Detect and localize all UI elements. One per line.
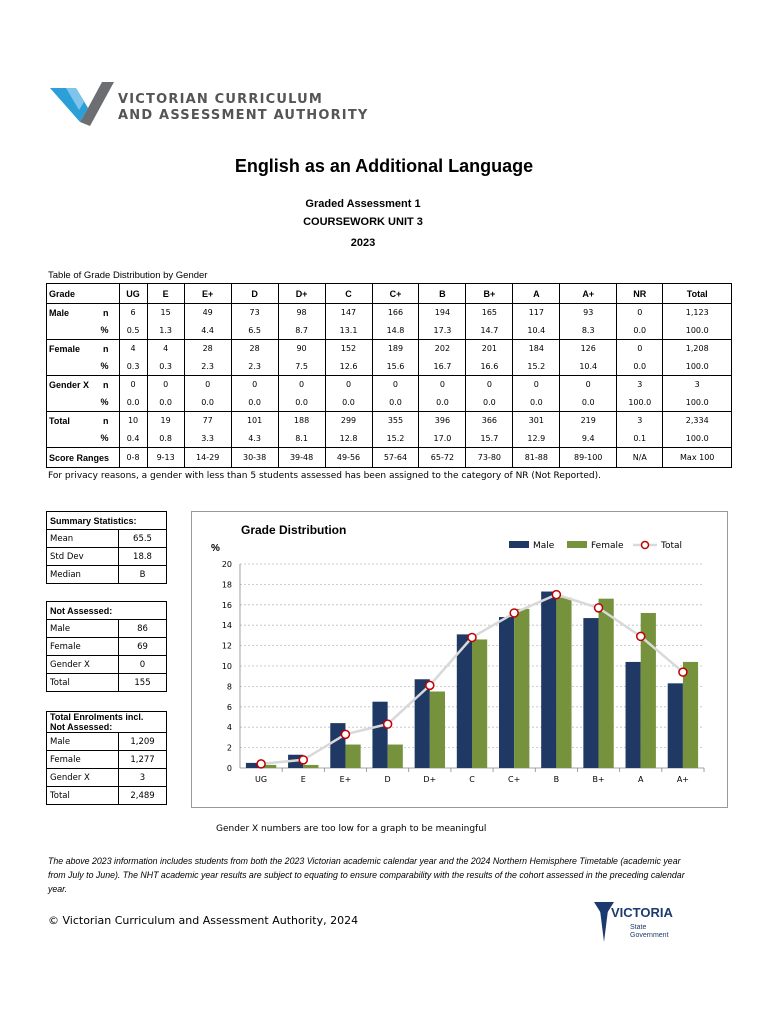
column-header: NR — [617, 284, 663, 304]
table-cell: 100.0 — [617, 394, 663, 412]
total-point — [510, 609, 518, 617]
table-row — [47, 548, 167, 566]
row-value: 1,209 — [119, 733, 167, 751]
table-cell: 8.7 — [278, 322, 325, 340]
table-cell: 15.6 — [372, 358, 419, 376]
total-point — [552, 591, 560, 599]
column-header: E+ — [184, 284, 231, 304]
table-cell: 189 — [372, 340, 419, 358]
total-point — [426, 681, 434, 689]
table-cell: 10.4 — [560, 358, 617, 376]
table-cell: 9.4 — [560, 430, 617, 448]
y-axis-label: % — [211, 543, 220, 554]
table-cell: 12.6 — [325, 358, 372, 376]
table-cell: 0.4 — [119, 430, 147, 448]
table-cell: 93 — [560, 304, 617, 322]
victoria-logo-government: Government — [630, 932, 669, 939]
table-cell: 77 — [184, 412, 231, 430]
bar-male — [330, 723, 345, 768]
table-cell: 201 — [466, 340, 513, 358]
table-cell: 4.4 — [184, 322, 231, 340]
table-cell: 0 — [325, 376, 372, 394]
table-cell: 7.5 — [278, 358, 325, 376]
table-row — [47, 376, 732, 394]
table-cell: 13.1 — [325, 322, 372, 340]
y-tick-label: 14 — [221, 621, 232, 631]
table-cell: 28 — [184, 340, 231, 358]
row-value: 0 — [119, 656, 167, 674]
privacy-note: For privacy reasons, a gender with less than 5 students assessed has been assigned to the category of NR (Not Reported). — [48, 471, 602, 481]
unit-label: n — [101, 304, 120, 322]
stat-value: 18.8 — [119, 548, 167, 566]
x-tick-label: B — [553, 775, 560, 784]
total-point — [679, 668, 687, 676]
table-cell: 2,334 — [663, 412, 732, 430]
table-cell: 194 — [419, 304, 466, 322]
legend-label-total: Total — [661, 541, 683, 551]
table-cell: 0.3 — [147, 358, 184, 376]
table-cell: 0.8 — [147, 430, 184, 448]
table-cell: 100.0 — [663, 322, 732, 340]
column-header: E — [147, 284, 184, 304]
total-point — [299, 756, 307, 764]
score-range-cell: 89-100 — [560, 448, 617, 468]
row-value: 2,489 — [119, 787, 167, 805]
bar-female — [345, 745, 360, 768]
table-cell: 14.7 — [466, 322, 513, 340]
table-cell: 0 — [513, 376, 560, 394]
table-cell: 19 — [147, 412, 184, 430]
stat-label: Median — [47, 566, 119, 584]
y-tick-label: 2 — [226, 743, 232, 753]
table-cell: 0.0 — [560, 394, 617, 412]
table-cell: 100.0 — [663, 358, 732, 376]
legend-label-male: Male — [533, 541, 555, 551]
table-cell: 0.0 — [119, 394, 147, 412]
table-cell: 17.0 — [419, 430, 466, 448]
table-cell: 0.0 — [231, 394, 278, 412]
table-cell: 0 — [184, 376, 231, 394]
score-range-cell: 73-80 — [466, 448, 513, 468]
table-cell: 0 — [231, 376, 278, 394]
table-cell: 4 — [119, 340, 147, 358]
victoria-logo-word: VICTORIA — [611, 905, 673, 920]
total-point — [257, 760, 265, 768]
group-label: Total — [47, 412, 101, 430]
table-cell: 0.0 — [325, 394, 372, 412]
table-cell: 0.5 — [119, 322, 147, 340]
table-cell: 4 — [147, 340, 184, 358]
group-label — [47, 394, 101, 412]
table-cell: 0.0 — [617, 358, 663, 376]
table-cell: 0.1 — [617, 430, 663, 448]
score-range-cell: 49-56 — [325, 448, 372, 468]
score-range-cell: 81-88 — [513, 448, 560, 468]
group-label: Male — [47, 304, 101, 322]
table-cell: 17.3 — [419, 322, 466, 340]
unit-label: n — [101, 412, 120, 430]
legend-swatch-male — [509, 541, 529, 548]
table-row — [47, 769, 167, 787]
bar-female — [430, 692, 445, 769]
column-header: B — [419, 284, 466, 304]
row-value: 155 — [119, 674, 167, 692]
unit-label: % — [101, 394, 120, 412]
unit-name: COURSEWORK UNIT 3 — [303, 216, 423, 228]
table-cell: 3 — [617, 412, 663, 430]
table-row — [47, 674, 167, 692]
table-row — [47, 530, 167, 548]
table-row — [47, 733, 167, 751]
table-cell: 8.3 — [560, 322, 617, 340]
column-header: C+ — [372, 284, 419, 304]
table-cell: 15 — [147, 304, 184, 322]
row-label: Gender X — [47, 769, 119, 787]
table-cell: 12.8 — [325, 430, 372, 448]
x-tick-label: A — [637, 775, 644, 784]
x-tick-label: B+ — [592, 775, 605, 784]
row-label: Gender X — [47, 656, 119, 674]
table-row — [47, 304, 732, 322]
table-cell: 12.9 — [513, 430, 560, 448]
table-cell: 0 — [147, 376, 184, 394]
table-cell: 0.0 — [617, 322, 663, 340]
table-cell: 10.4 — [513, 322, 560, 340]
x-tick-label: D+ — [423, 775, 437, 784]
total-point — [595, 604, 603, 612]
total-enrolments-table — [46, 711, 167, 805]
table-cell: 1,123 — [663, 304, 732, 322]
table-row — [47, 566, 167, 584]
bar-female — [514, 609, 529, 768]
unit-label: n — [101, 376, 120, 394]
group-label — [47, 430, 101, 448]
table-cell: 0.0 — [184, 394, 231, 412]
row-value: 3 — [119, 769, 167, 787]
score-ranges-label: Score Ranges — [47, 448, 120, 468]
table-cell: 301 — [513, 412, 560, 430]
column-header: D — [231, 284, 278, 304]
x-tick-label: E+ — [339, 775, 352, 784]
grade-distribution-chart — [191, 511, 728, 808]
stat-label: Std Dev — [47, 548, 119, 566]
x-tick-label: UG — [255, 775, 268, 784]
logo-line-1: VICTORIAN CURRICULUM — [118, 92, 324, 107]
title-line-1: Total Enrolments incl. — [50, 712, 144, 722]
header-grade: Grade — [47, 284, 120, 304]
table-cell: 6.5 — [231, 322, 278, 340]
table-cell: 1.3 — [147, 322, 184, 340]
table-caption: Table of Grade Distribution by Gender — [48, 270, 208, 281]
bar-male — [583, 618, 598, 768]
table-cell: 100.0 — [663, 394, 732, 412]
total-enrolments-title — [47, 712, 167, 733]
table-cell: 2.3 — [184, 358, 231, 376]
table-cell: 101 — [231, 412, 278, 430]
table-row — [47, 656, 167, 674]
y-tick-label: 8 — [226, 682, 232, 692]
table-cell: 98 — [278, 304, 325, 322]
title-line-2: Not Assessed: — [50, 722, 113, 732]
bar-female — [303, 765, 318, 768]
table-cell: 355 — [372, 412, 419, 430]
row-label: Female — [47, 751, 119, 769]
legend-marker-total — [642, 542, 649, 549]
unit-label: % — [101, 358, 120, 376]
table-cell: 4.3 — [231, 430, 278, 448]
table-cell: 90 — [278, 340, 325, 358]
bar-female — [472, 639, 487, 768]
table-cell: 3 — [663, 376, 732, 394]
x-tick-label: C — [469, 775, 475, 784]
column-header: A — [513, 284, 560, 304]
table-cell: 0 — [617, 304, 663, 322]
bar-male — [541, 592, 556, 768]
legend-swatch-female — [567, 541, 587, 548]
table-cell: 166 — [372, 304, 419, 322]
table-row — [47, 340, 732, 358]
bar-male — [668, 683, 683, 768]
table-cell: 219 — [560, 412, 617, 430]
table-row — [47, 394, 732, 412]
x-tick-label: E — [300, 775, 306, 784]
summary-statistics-table — [46, 511, 167, 584]
table-cell: 2.3 — [231, 358, 278, 376]
unit-label: n — [101, 340, 120, 358]
total-point — [468, 633, 476, 641]
legend-label-female: Female — [591, 541, 624, 551]
row-value: 1,277 — [119, 751, 167, 769]
table-cell: 0 — [372, 376, 419, 394]
unit-label: % — [101, 430, 120, 448]
vcaa-logo — [50, 82, 369, 128]
x-tick-label: D — [384, 775, 391, 784]
table-cell: 152 — [325, 340, 372, 358]
score-range-cell: 65-72 — [419, 448, 466, 468]
group-label — [47, 358, 101, 376]
column-header: A+ — [560, 284, 617, 304]
y-tick-label: 12 — [221, 641, 232, 651]
column-header: D+ — [278, 284, 325, 304]
summary-statistics-title: Summary Statistics: — [47, 512, 167, 530]
table-row — [47, 322, 732, 340]
group-label: Female — [47, 340, 101, 358]
table-cell: 10 — [119, 412, 147, 430]
score-range-cell: N/A — [617, 448, 663, 468]
y-tick-label: 0 — [226, 764, 232, 773]
score-range-cell: 14-29 — [184, 448, 231, 468]
table-cell: 0 — [560, 376, 617, 394]
table-cell: 165 — [466, 304, 513, 322]
table-row — [47, 638, 167, 656]
score-range-cell: 9-13 — [147, 448, 184, 468]
table-cell: 0 — [278, 376, 325, 394]
unit-label: % — [101, 322, 120, 340]
y-tick-label: 18 — [221, 580, 232, 590]
total-point — [637, 632, 645, 640]
score-range-cell: Max 100 — [663, 448, 732, 468]
not-assessed-table — [46, 601, 167, 692]
row-label: Female — [47, 638, 119, 656]
score-range-cell: 57-64 — [372, 448, 419, 468]
assessment-year: 2023 — [350, 237, 376, 249]
grade-distribution-table — [46, 283, 732, 468]
table-row — [47, 751, 167, 769]
table-cell: 0.0 — [419, 394, 466, 412]
table-cell: 147 — [325, 304, 372, 322]
table-cell: 0 — [466, 376, 513, 394]
bar-male — [372, 702, 387, 768]
table-cell: 15.7 — [466, 430, 513, 448]
y-tick-label: 6 — [226, 702, 232, 712]
table-row — [47, 358, 732, 376]
table-header-row — [47, 284, 732, 304]
table-row — [47, 620, 167, 638]
column-header: Total — [663, 284, 732, 304]
table-cell: 0.3 — [119, 358, 147, 376]
table-cell: 396 — [419, 412, 466, 430]
vcaa-logo-mark-icon — [50, 82, 114, 126]
score-range-cell: 30-38 — [231, 448, 278, 468]
victoria-government-logo — [594, 902, 684, 946]
y-tick-label: 4 — [226, 723, 232, 733]
table-cell: 3 — [617, 376, 663, 394]
vcaa-logo-text — [118, 92, 369, 124]
row-label: Male — [47, 620, 119, 638]
bar-male — [626, 662, 641, 768]
victoria-logo-state: State — [630, 924, 647, 931]
column-header: B+ — [466, 284, 513, 304]
table-cell: 28 — [231, 340, 278, 358]
bar-female — [556, 598, 571, 768]
document-title: English as an Additional Language — [234, 156, 534, 176]
table-row — [47, 412, 732, 430]
bar-male — [457, 634, 472, 768]
table-cell: 14.8 — [372, 322, 419, 340]
logo-line-2: AND ASSESSMENT AUTHORITY — [118, 108, 369, 123]
table-cell: 15.2 — [372, 430, 419, 448]
group-label: Gender X — [47, 376, 101, 394]
table-cell: 202 — [419, 340, 466, 358]
table-cell: 184 — [513, 340, 560, 358]
table-cell: 0.0 — [278, 394, 325, 412]
row-label: Total — [47, 787, 119, 805]
score-range-cell: 39-48 — [278, 448, 325, 468]
bar-female — [388, 745, 403, 768]
stat-value: 65.5 — [119, 530, 167, 548]
table-cell: 117 — [513, 304, 560, 322]
table-cell: 366 — [466, 412, 513, 430]
table-cell: 0.0 — [147, 394, 184, 412]
row-value: 86 — [119, 620, 167, 638]
table-row — [47, 787, 167, 805]
row-label: Total — [47, 674, 119, 692]
table-cell: 188 — [278, 412, 325, 430]
table-cell: 0 — [419, 376, 466, 394]
not-assessed-title: Not Assessed: — [47, 602, 167, 620]
footnote: The above 2023 information includes students from both the 2023 Victorian academic calendar year and the 2024 Northern Hemisphere Timetable (academic year from July to June). The NHT academic year results are subject to equating to ensure comparability with the results of the cohort assessed in the preceding calendar year. — [48, 856, 685, 894]
bar-male — [499, 617, 514, 768]
y-tick-label: 20 — [221, 560, 232, 569]
score-ranges-row — [47, 448, 732, 468]
y-tick-label: 10 — [221, 662, 232, 671]
table-cell: 3.3 — [184, 430, 231, 448]
table-cell: 0.0 — [372, 394, 419, 412]
group-label — [47, 322, 101, 340]
column-header: C — [325, 284, 372, 304]
table-cell: 0 — [617, 340, 663, 358]
copyright: © Victorian Curriculum and Assessment Authority, 2024 — [48, 914, 359, 927]
table-cell: 299 — [325, 412, 372, 430]
table-cell: 49 — [184, 304, 231, 322]
stat-label: Mean — [47, 530, 119, 548]
table-cell: 0.0 — [466, 394, 513, 412]
chart-svg — [192, 512, 729, 809]
row-label: Male — [47, 733, 119, 751]
table-cell: 15.2 — [513, 358, 560, 376]
x-tick-label: C+ — [508, 775, 521, 784]
total-point — [341, 730, 349, 738]
row-value: 69 — [119, 638, 167, 656]
table-cell: 100.0 — [663, 430, 732, 448]
table-cell: 0 — [119, 376, 147, 394]
bar-female — [683, 662, 698, 768]
victoria-logo-icon — [594, 902, 684, 946]
bar-female — [599, 599, 614, 768]
table-cell: 126 — [560, 340, 617, 358]
y-tick-label: 16 — [221, 600, 232, 610]
chart-note: Gender X numbers are too low for a graph to be meaningful — [216, 824, 487, 834]
table-cell: 8.1 — [278, 430, 325, 448]
chart-title: Grade Distribution — [241, 523, 347, 537]
table-cell: 16.6 — [466, 358, 513, 376]
x-tick-label: A+ — [676, 775, 690, 784]
table-cell: 6 — [119, 304, 147, 322]
table-cell: 0.0 — [513, 394, 560, 412]
column-header: UG — [119, 284, 147, 304]
table-cell: 73 — [231, 304, 278, 322]
table-cell: 1,208 — [663, 340, 732, 358]
stat-value: B — [119, 566, 167, 584]
assessment-name: Graded Assessment 1 — [305, 198, 421, 210]
total-point — [384, 720, 392, 728]
score-range-cell: 0-8 — [119, 448, 147, 468]
table-cell: 16.7 — [419, 358, 466, 376]
table-row — [47, 430, 732, 448]
